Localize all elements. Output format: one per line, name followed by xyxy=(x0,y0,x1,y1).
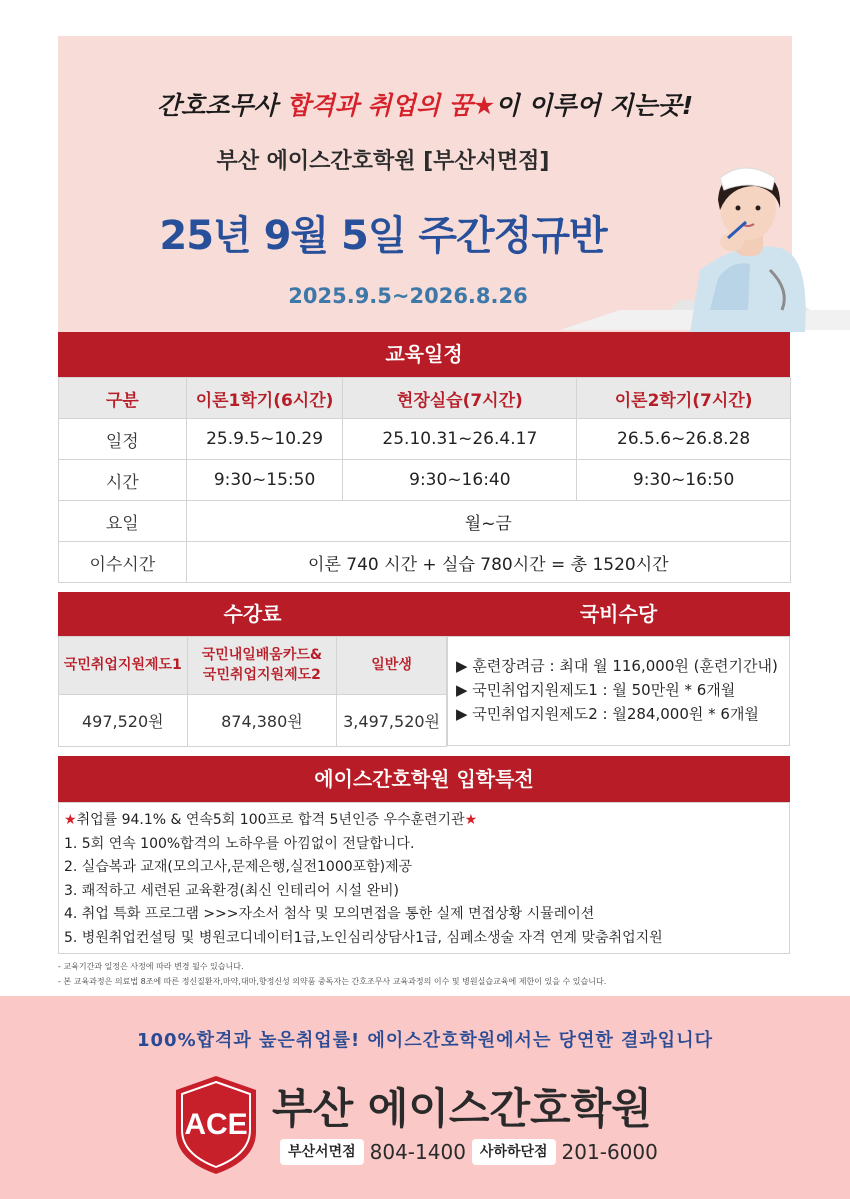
schedule-section-title: 교육일정 xyxy=(58,332,790,377)
benefit-item: 4. 취업 특화 프로그램 >>>자소서 첨삭 및 모의면접을 통한 실제 면접상황 시뮬레이션 xyxy=(64,906,595,922)
footer xyxy=(0,996,850,1199)
tuition-header-line: 국민취업지원제도2 xyxy=(202,666,321,683)
table-cell: 이론 740 시간 + 실습 780시간 = 총 1520시간 xyxy=(186,542,790,583)
allowance-item: ▶ 국민취업지원제도1 : 월 50만원 * 6개월 xyxy=(456,681,736,699)
benefit-highlight-text: 취업률 94.1% & 연속5회 100프로 합격 5년인증 우수훈련기관 xyxy=(76,812,465,828)
footnote: - 본 교육과정은 의료법 8조에 따른 정신질환자,마약,대마,향정신성 의약품 중독자는 간호조무사 교육과정의 이수 및 병원실습교육에 제한이 있을 수 있습니다. xyxy=(58,977,607,986)
branch-phone[interactable]: 201-6000 xyxy=(561,1139,658,1164)
table-cell: 9:30~16:40 xyxy=(343,460,577,501)
schedule-header-row xyxy=(59,378,791,419)
logo-text: ACE xyxy=(184,1108,248,1141)
branch-phone[interactable]: 804-1400 xyxy=(369,1139,466,1164)
schedule-row-days xyxy=(59,501,791,542)
footnotes xyxy=(58,959,606,989)
footnote: - 교육기간과 일정은 사정에 따라 변경 될수 있습니다. xyxy=(58,962,244,971)
tuition-header-cell xyxy=(187,637,337,695)
footer-slogan: 100%합격과 높은취업률! 에이스간호학원에서는 당연한 결과입니다 xyxy=(137,1030,713,1051)
tuition-section-title: 수강료 xyxy=(58,592,447,636)
tagline xyxy=(58,86,792,122)
ace-shield-logo xyxy=(174,1074,258,1176)
tagline-text-end: 이 이루어 지는곳! xyxy=(495,91,694,120)
tuition-value: 3,497,520원 xyxy=(337,695,447,747)
nurse-illustration xyxy=(560,160,850,332)
row-label: 시간 xyxy=(59,460,187,501)
benefit-highlight xyxy=(64,809,789,833)
tuition-table xyxy=(58,636,447,747)
table-cell: 25.9.5~10.29 xyxy=(186,419,343,460)
row-label: 이수시간 xyxy=(59,542,187,583)
benefit-item: 3. 쾌적하고 세련된 교육환경(최신 인테리어 시설 완비) xyxy=(64,882,399,899)
benefit-item: 2. 실습복과 교재(모의고사,문제은행,실전1000포함)제공 xyxy=(64,859,413,875)
course-period: 2025.9.5~2026.8.26 xyxy=(288,284,528,308)
star-icon: ★ xyxy=(64,812,77,828)
star-icon: ★ xyxy=(464,812,478,828)
schedule-header-cell: 현장실습(7시간) xyxy=(343,378,577,419)
allowance-section-title: 국비수당 xyxy=(447,592,790,636)
tuition-header-cell: 국민취업지원제도1 xyxy=(59,637,188,695)
schedule-row-times xyxy=(59,460,791,501)
table-cell: 9:30~15:50 xyxy=(186,460,343,501)
schedule-header-cell: 이론2학기(7시간) xyxy=(577,378,791,419)
tuition-value: 874,380원 xyxy=(187,695,337,747)
benefit-item: 1. 5회 연속 100%합격의 노하우를 아낌없이 전달합니다. xyxy=(64,835,415,852)
academy-name: 부산 에이스간호학원 xyxy=(272,1084,652,1133)
row-label: 요일 xyxy=(59,501,187,542)
schedule-row-dates xyxy=(59,419,791,460)
table-cell: 9:30~16:50 xyxy=(577,460,791,501)
tagline-text: 간호조무사 xyxy=(156,91,287,120)
allowance-item: ▶ 국민취업지원제도2 : 월284,000원 * 6개월 xyxy=(456,705,759,723)
tuition-header-cell: 일반생 xyxy=(337,637,447,695)
schedule-header-cell: 구분 xyxy=(59,378,187,419)
table-cell: 25.10.31~26.4.17 xyxy=(343,419,577,460)
branch-title: 부산 에이스간호학원 [부산서면점] xyxy=(216,149,550,174)
tuition-header-line: 국민내일배움카드& xyxy=(201,646,323,663)
allowance-list xyxy=(447,636,790,746)
branch-badge: 사하하단점 xyxy=(472,1139,556,1165)
class-title: 25년 9월 5일 주간정규반 xyxy=(159,213,607,259)
allowance-item: ▶ 훈련장려금 : 최대 월 116,000원 (훈련기간내) xyxy=(456,657,778,675)
tuition-value-row xyxy=(59,695,447,747)
branch-contacts xyxy=(280,1138,664,1164)
benefits-list xyxy=(58,802,790,954)
schedule-row-hours xyxy=(59,542,791,583)
tuition-value: 497,520원 xyxy=(59,695,188,747)
tuition-header-row xyxy=(59,637,447,695)
benefit-item: 5. 병원취업컨설팅 및 병원코디네이터1급,노인심리상담사1급, 심폐소생술 자격 연계 맞춤취업지원 xyxy=(64,929,663,946)
table-cell: 26.5.6~26.8.28 xyxy=(577,419,791,460)
table-cell: 월~금 xyxy=(186,501,790,542)
branch-badge: 부산서면점 xyxy=(280,1139,364,1165)
schedule-table xyxy=(58,377,791,583)
tagline-highlight: 합격과 취업의 꿈★ xyxy=(286,91,496,120)
benefits-section-title: 에이스간호학원 입학특전 xyxy=(58,756,790,802)
schedule-header-cell: 이론1학기(6시간) xyxy=(186,378,343,419)
row-label: 일정 xyxy=(59,419,187,460)
